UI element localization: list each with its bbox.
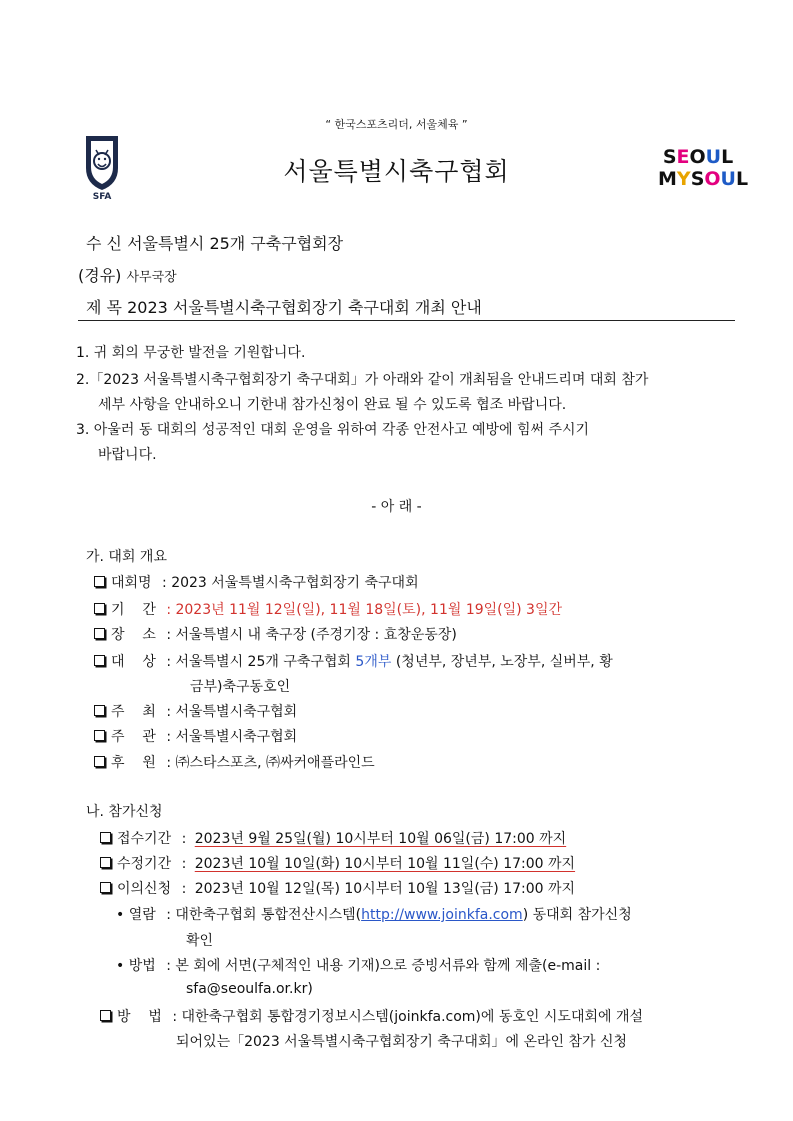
section-a-heading: 가. 대회 개요 (86, 549, 167, 565)
checkbox-icon (100, 857, 111, 868)
overview-sponsor-row: 후 원 : ㈜스타스포츠, ㈜싸커애플라인드 (94, 752, 375, 772)
overview-target-line2: 금부)축구동호인 (190, 679, 291, 695)
overview-period-row: 기 간 : 2023년 11월 12일(일), 11월 18일(토), 11월 19일(일) 3일간 (94, 599, 562, 619)
view-row: • 열람 : 대한축구협회 통합전산시스템(http://www.joinkfa.com) 동대회 참가신청 (116, 907, 632, 923)
paragraph-3-line1: 3. 아울러 동 대회의 성공적인 대회 운영을 위하여 각종 안전사고 예방에 힘써 주시기 (76, 422, 590, 438)
overview-host-row: 주 최 : 서울특별시축구협회 (94, 701, 297, 721)
view-row-line2: 확인 (186, 933, 214, 949)
apply-method-row: 방 법 : 대한축구협회 통합경기정보시스템(joinkfa.com)에 동호인 시도대회에 개설 (100, 1006, 643, 1026)
apply-method-line2: 되어있는「2023 서울특별시축구협회장기 축구대회」에 온라인 참가 신청 (176, 1034, 628, 1050)
overview-target-row: 대 상 : 서울특별시 25개 구축구협회 5개부 (청년부, 장년부, 노장부, 실버부, 황 (94, 651, 613, 671)
target-divisions: 5개부 (355, 654, 392, 670)
checkbox-icon (94, 603, 105, 614)
overview-place-row: 장 소 : 서울특별시 내 축구장 (주경기장 : 효창운동장) (94, 624, 457, 644)
paragraph-1: 1. 귀 회의 무궁한 발전을 기원합니다. (76, 345, 306, 361)
below-heading: - 아 래 - (371, 499, 422, 515)
recipient-line: 수 신 서울특별시 25개 구축구협회장 (86, 234, 344, 253)
sfa-logo-text: SFA (92, 192, 112, 202)
method-row: • 방법 : 본 회에 서면(구체적인 내용 기재)으로 증빙서류와 함께 제출(e-mail : (116, 958, 601, 974)
checkbox-icon (94, 756, 105, 767)
checkbox-icon (100, 832, 111, 843)
paragraph-2-line1: 2.「2023 서울특별시축구협회장기 축구대회」가 아래와 같이 개최됨을 안내드리며 대회 참가 (76, 372, 649, 388)
checkbox-icon (94, 655, 105, 666)
section-b-heading: 나. 참가신청 (86, 804, 163, 820)
paragraph-2-line2: 세부 사항을 안내하오니 기한내 참가신청이 완료 될 수 있도록 협조 바랍니다. (98, 397, 567, 413)
via-label: (경유) (78, 266, 122, 285)
checkbox-icon (94, 730, 105, 741)
checkbox-icon (94, 628, 105, 639)
header-divider (78, 320, 735, 321)
via-line (78, 263, 177, 286)
checkbox-icon (94, 576, 105, 587)
objection-period-row: 이의신청 : 2023년 10월 12일(목) 10시부터 10월 13일(금) 17:00 까지 (100, 878, 575, 898)
checkbox-icon (100, 882, 111, 893)
checkbox-icon (94, 705, 105, 716)
slogan: “ 한국스포츠리더, 서울체육 ” (325, 118, 468, 131)
paragraph-3-line2: 바랍니다. (98, 447, 157, 463)
overview-organizer-row: 주 관 : 서울특별시축구협회 (94, 726, 297, 746)
joinkfa-link[interactable]: http://www.joinkfa.com (361, 907, 523, 923)
seoul-my-soul-logo: SEOUL MYSOUL (658, 146, 749, 190)
checkbox-icon (100, 1010, 111, 1021)
method-row-line2: sfa@seoulfa.or.kr) (186, 981, 313, 997)
modification-period-row: 수정기간 : 2023년 10월 10일(화) 10시부터 10월 11일(수) 17:00 까지 (100, 853, 575, 873)
registration-period-row: 접수기간 : 2023년 9월 25일(월) 10시부터 10월 06일(금) 17:00 까지 (100, 828, 566, 848)
org-title: 서울특별시축구협회 (283, 157, 510, 186)
subject-line: 제 목 2023 서울특별시축구협회장기 축구대회 개최 안내 (86, 298, 482, 317)
via-recipient: 사무국장 (126, 270, 177, 285)
overview-name-row: 대회명 : 2023 서울특별시축구협회장기 축구대회 (94, 572, 419, 592)
